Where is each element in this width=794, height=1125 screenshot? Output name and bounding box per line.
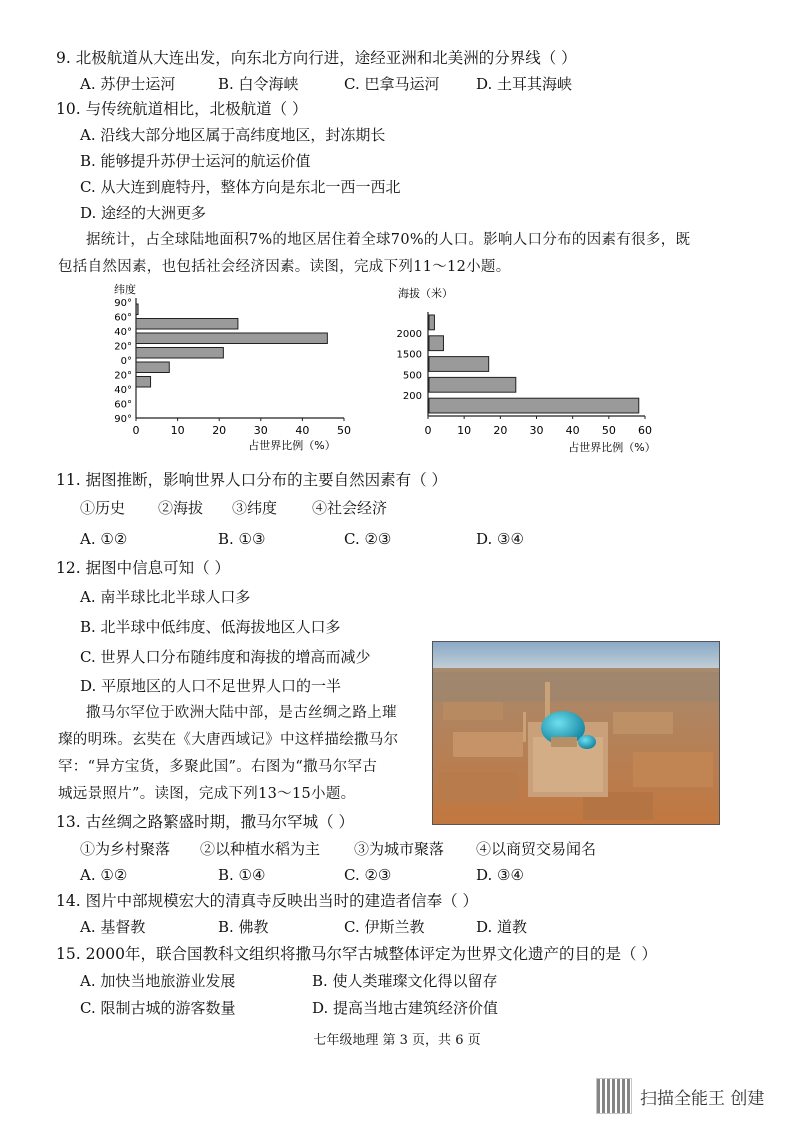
q9-stem: 9. 北极航道从大连出发，向东北方向行进，途经亚洲和北美洲的分界线（ ） — [56, 49, 577, 67]
q10-option-a: A. 沿线大部分地区属于高纬度地区，封冻期长 — [80, 126, 386, 144]
q13-option-d: D. ③④ — [476, 866, 524, 884]
lat-tick-label: 20° — [114, 370, 132, 382]
q12-stem: 12. 据图中信息可知（ ） — [56, 559, 231, 577]
lat-tick-label: 60° — [114, 312, 132, 324]
lat-tick-label: 40° — [114, 385, 132, 396]
q11-stem: 11. 据图推断，影响世界人口分布的主要自然因素有（ ） — [56, 471, 448, 489]
q10-stem: 10. 与传统航道相比，北极航道（ ） — [56, 100, 308, 118]
lat-x-tick-label: 50 — [337, 424, 351, 437]
q13-item-1: ①为乡村聚落 — [80, 840, 171, 858]
scanner-watermark — [596, 1078, 786, 1114]
q11-option-a: A. ①② — [80, 530, 128, 548]
alt-chart-title: 海拔（米） — [398, 287, 453, 300]
q13-option-b: B. ①④ — [218, 866, 266, 884]
watermark-text: 扫描全能王 创建 — [640, 1089, 765, 1109]
alt-bar — [429, 336, 443, 351]
lat-x-tick-label: 10 — [170, 424, 185, 437]
alt-bar — [429, 377, 516, 392]
q15-stem: 15. 2000年，联合国教科文组织将撒马尔罕古城整体评定为世界文化遗产的目的是（ ） — [56, 945, 657, 963]
qr-code-icon — [596, 1078, 632, 1114]
q13-item-3: ③为城市聚落 — [354, 840, 445, 858]
lat-bar — [136, 348, 223, 359]
q11-item-2: ②海拔 — [158, 499, 204, 517]
alt-tick-label: 2000 — [396, 328, 422, 340]
lat-chart-title: 纬度 — [114, 283, 136, 296]
alt-x-tick-label: 50 — [601, 424, 616, 437]
lat-bar — [136, 362, 169, 373]
lat-tick-label: 0° — [120, 356, 132, 367]
q12-option-b: B. 北半球中低纬度、低海拔地区人口多 — [80, 618, 341, 636]
lat-tick-label: 20° — [114, 341, 132, 353]
q14-option-b: B. 佛教 — [218, 918, 269, 936]
alt-x-tick-label: 10 — [457, 424, 472, 437]
lat-tick-label: 60° — [114, 399, 132, 411]
alt-x-label: 占世界比例（%） — [568, 441, 656, 454]
passage2-line-1: 撒马尔罕位于欧洲大陆中部，是古丝绸之路上璀 — [86, 705, 397, 721]
lat-x-tick-label: 0 — [132, 424, 140, 437]
q14-option-c: C. 伊斯兰教 — [344, 918, 425, 936]
alt-tick-label: 1500 — [396, 349, 422, 361]
q14-option-a: A. 基督教 — [80, 918, 146, 936]
q13-stem: 13. 古丝绸之路繁盛时期，撒马尔罕城（ ） — [56, 813, 355, 831]
q9-option-a: A. 苏伊士运河 — [80, 75, 176, 93]
lat-bar — [136, 377, 151, 388]
q13-option-a: A. ①② — [80, 866, 128, 884]
q10-option-c: C. 从大连到鹿特丹，整体方向是东北一西一西北 — [80, 178, 401, 196]
q11-option-d: D. ③④ — [476, 530, 524, 548]
passage2-line-2: 璨的明珠。玄奘在《大唐西域记》中这样描绘撒马尔 — [58, 732, 399, 748]
samarkand-city-photo — [432, 641, 720, 825]
lat-tick-label: 90° — [114, 298, 132, 309]
alt-bar — [429, 315, 434, 330]
lat-tick-label: 90° — [114, 414, 132, 425]
q15-option-c: C. 限制古城的游客数量 — [80, 999, 236, 1017]
q9-option-c: C. 巴拿马运河 — [344, 75, 440, 93]
q9-option-b: B. 白令海峡 — [218, 75, 299, 93]
q10-option-b: B. 能够提升苏伊士运河的航运价值 — [80, 152, 311, 170]
q13-option-c: C. ②③ — [344, 866, 392, 884]
page-footer: 七年级地理 第 3 页，共 6 页 — [313, 1033, 481, 1048]
passage2-line-3: 罕：“异方宝货，多聚此国”。右图为“撒马尔罕古 — [58, 759, 378, 775]
q10-option-d: D. 途经的大洲更多 — [80, 204, 207, 222]
q15-option-b: B. 使人类璀璨文化得以留存 — [312, 972, 498, 990]
alt-x-tick-label: 20 — [493, 424, 508, 437]
altitude-chart — [397, 286, 656, 454]
lat-bar — [136, 333, 327, 344]
alt-x-tick-label: 0 — [424, 424, 432, 437]
q11-option-c: C. ②③ — [344, 530, 392, 548]
alt-tick-label: 200 — [402, 391, 422, 403]
q11-item-3: ③纬度 — [232, 499, 278, 517]
latitude-chart — [114, 282, 351, 452]
q14-option-d: D. 道教 — [476, 918, 528, 936]
lat-x-label: 占世界比例（%） — [248, 439, 336, 452]
alt-x-tick-label: 30 — [529, 424, 544, 437]
q11-item-4: ④社会经济 — [312, 499, 388, 517]
lat-x-tick-label: 20 — [212, 424, 227, 437]
alt-bar — [429, 398, 639, 413]
lat-x-tick-label: 30 — [253, 424, 268, 437]
q12-option-c: C. 世界人口分布随纬度和海拔的增高而减少 — [80, 648, 371, 666]
q11-item-1: ①历史 — [80, 499, 126, 517]
q12-option-d: D. 平原地区的人口不足世界人口的一半 — [80, 677, 342, 695]
q13-item-2: ②以种植水稻为主 — [200, 840, 321, 858]
alt-x-tick-label: 40 — [565, 424, 580, 437]
passage1-line-2: 包括自然因素，也包括社会经济因素。读图，完成下列11～12小题。 — [58, 259, 511, 275]
q9-option-d: D. 土耳其海峡 — [476, 75, 573, 93]
passage2-line-4: 城远景照片”。读图，完成下列13～15小题。 — [58, 786, 356, 802]
alt-x-tick-label: 60 — [638, 424, 652, 437]
q12-option-a: A. 南半球比北半球人口多 — [80, 588, 251, 606]
q15-option-a: A. 加快当地旅游业发展 — [80, 972, 236, 990]
lat-bar — [136, 304, 138, 315]
q13-item-4: ④以商贸交易闻名 — [476, 840, 597, 858]
passage1-line-1: 据统计，占全球陆地面积7%的地区居住着全球70%的人口。影响人口分布的因素有很多，既 — [86, 232, 691, 248]
q11-option-b: B. ①③ — [218, 530, 266, 548]
lat-tick-label: 40° — [114, 327, 132, 338]
q15-option-d: D. 提高当地古建筑经济价值 — [312, 999, 499, 1017]
lat-bar — [136, 319, 238, 330]
alt-bar — [429, 357, 489, 372]
q14-stem: 14. 图片中部规模宏大的清真寺反映出当时的建造者信奉（ ） — [56, 892, 479, 910]
alt-tick-label: 500 — [402, 370, 422, 382]
lat-x-tick-label: 40 — [295, 424, 310, 437]
